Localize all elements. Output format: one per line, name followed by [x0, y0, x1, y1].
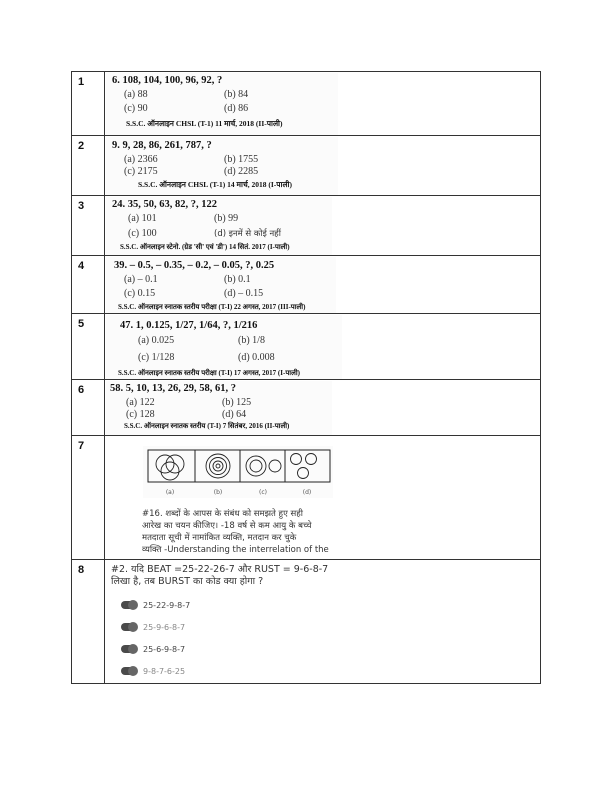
- option-c: (c) 128: [126, 409, 155, 420]
- table-row: [72, 72, 541, 136]
- question-text: 58. 5, 10, 13, 26, 29, 58, 61, ?: [110, 383, 236, 394]
- question-cell: [105, 72, 541, 136]
- figure-label: (a): [165, 489, 175, 496]
- option-label: 25-6-9-8-7: [143, 644, 186, 654]
- question-cell: [105, 436, 541, 560]
- option-d: (d) 64: [222, 409, 247, 420]
- table-row: [72, 256, 541, 314]
- question-cell: [105, 314, 541, 380]
- option-c: (c) 1/128: [138, 352, 175, 363]
- table-row: [72, 436, 541, 560]
- question-cell: [105, 380, 541, 436]
- table-row: [72, 136, 541, 196]
- option-d: (d) 2285: [224, 166, 259, 177]
- option-c: (c) 2175: [124, 166, 158, 177]
- figure-label: (b): [213, 489, 223, 496]
- question-line: लिखा है, तब BURST का कोड क्या होगा ?: [111, 576, 264, 587]
- option-a: (a) – 0.1: [124, 274, 158, 285]
- table-row: [72, 196, 541, 256]
- question-line: #16. शब्दों के आपस के संबंध को समझते हुए सही: [142, 509, 303, 519]
- option-b: (b) 125: [222, 397, 252, 408]
- question-text: 24. 35, 50, 63, 82, ?, 122: [112, 199, 217, 210]
- question-text: 6. 108, 104, 100, 96, 92, ?: [112, 75, 223, 86]
- exam-source: S.S.C. ऑनलाइन स्नातक स्तरीय (T-I) 7 सितंबर, 2016 (II-पाली): [124, 422, 290, 430]
- answer-option[interactable]: [121, 594, 335, 616]
- question-text: 39. – 0.5, – 0.35, – 0.2, – 0.05, ?, 0.25: [114, 260, 275, 271]
- option-b: (b) 84: [224, 89, 249, 100]
- exam-source: S.S.C. ऑनलाइन CHSL (T-1) 14 मार्च, 2018 (I-पाली): [138, 180, 292, 189]
- row-number: 7: [72, 436, 105, 560]
- exam-source: S.S.C. ऑनलाइन स्नातक स्तरीय परीक्षा (T-I) 22 अगस्त, 2017 (III-पाली): [118, 303, 306, 311]
- exam-source: S.S.C. ऑनलाइन स्टेनो. (ग्रेड 'सी' एवं 'डी') 14 सितं. 2017 (I-पाली): [120, 243, 290, 251]
- option-a: (a) 88: [124, 89, 148, 100]
- option-d: (d) इनमें से कोई नहीं: [214, 229, 281, 239]
- row-number: 2: [72, 136, 105, 196]
- row-number: 6: [72, 380, 105, 436]
- venn-option-b: [206, 454, 230, 478]
- options-grid: [128, 213, 332, 239]
- question-scan: [106, 381, 332, 435]
- options-grid: [124, 89, 338, 114]
- option-label: 25-9-6-8-7: [143, 622, 186, 632]
- figure-label: (d): [302, 489, 312, 496]
- question-text: 47. 1, 0.125, 1/27, 1/64, ?, 1/216: [120, 320, 258, 331]
- option-c: (c) 90: [124, 103, 148, 114]
- option-a: (a) 122: [126, 397, 155, 408]
- exam-source: S.S.C. ऑनलाइन स्नातक स्तरीय परीक्षा (T-I) 17 अगस्त, 2017 (I-पाली): [118, 369, 300, 377]
- question-cell: [105, 136, 541, 196]
- question-line: व्यक्ति -Understanding the interrelation of the: [142, 545, 329, 555]
- option-d: (d) – 0.15: [224, 288, 264, 299]
- option-b: (b) 0.1: [224, 274, 251, 285]
- toggle-icon[interactable]: [121, 667, 137, 675]
- venn-diagram-options: [143, 446, 333, 498]
- table-row: [72, 560, 541, 684]
- option-d: (d) 0.008: [238, 352, 275, 363]
- option-c: (c) 0.15: [124, 288, 156, 299]
- row-number: 5: [72, 314, 105, 380]
- option-b: (b) 99: [214, 213, 239, 224]
- row-number: 4: [72, 256, 105, 314]
- option-a: (a) 101: [128, 213, 157, 224]
- question-cell: [105, 196, 541, 256]
- exam-source: S.S.C. ऑनलाइन CHSL (T-1) 11 मार्च, 2018 (II-पाली): [126, 119, 283, 128]
- option-b: (b) 1/8: [238, 335, 265, 346]
- row-number: 8: [72, 560, 105, 684]
- option-label: 25-22-9-8-7: [143, 600, 191, 610]
- answer-option[interactable]: [121, 638, 335, 660]
- options-grid: [124, 154, 338, 177]
- question-text: [111, 564, 335, 588]
- mcq-screenshot: [111, 564, 335, 682]
- option-d: (d) 86: [224, 103, 249, 114]
- table-row: [72, 314, 541, 380]
- row-number: 3: [72, 196, 105, 256]
- option-c: (c) 100: [128, 228, 157, 239]
- options-grid: [124, 274, 336, 299]
- option-a: (a) 0.025: [138, 335, 175, 346]
- option-label: 9-8-7-6-25: [143, 666, 186, 676]
- question-text: [142, 508, 342, 556]
- answer-option[interactable]: [121, 660, 335, 682]
- venn-figure: [143, 446, 333, 498]
- question-table: [71, 71, 541, 684]
- question-line: #2. यदि BEAT =25-22-26-7 और RUST = 9-6-8-7: [111, 564, 329, 575]
- toggle-icon[interactable]: [121, 601, 137, 609]
- venn-option-d: [291, 454, 317, 479]
- question-text: 9. 9, 28, 86, 261, 787, ?: [112, 140, 212, 151]
- row-number: 1: [72, 72, 105, 136]
- toggle-icon[interactable]: [121, 623, 137, 631]
- toggle-icon[interactable]: [121, 645, 137, 653]
- venn-option-c: [246, 456, 281, 476]
- table-row: [72, 380, 541, 436]
- venn-option-a: [156, 455, 184, 480]
- question-cell: [105, 560, 541, 684]
- figure-label: (c): [259, 489, 267, 496]
- question-line: मतदाता सूची में नामांकित व्यक्ति, मतदान कर चुके: [142, 533, 297, 543]
- question-line: आरेख का चयन कीजिए। -18 वर्ष से कम आयु के बच्चे: [142, 521, 312, 531]
- question-scan: [106, 315, 342, 379]
- option-a: (a) 2366: [124, 154, 158, 165]
- question-scan: [106, 257, 336, 313]
- question-scan: [106, 137, 338, 195]
- options-grid: [138, 335, 342, 363]
- options-grid: [126, 397, 332, 420]
- option-b: (b) 1755: [224, 154, 259, 165]
- question-scan: [106, 73, 338, 135]
- question-cell: [105, 256, 541, 314]
- answer-option[interactable]: [121, 616, 335, 638]
- question-scan: [106, 197, 332, 255]
